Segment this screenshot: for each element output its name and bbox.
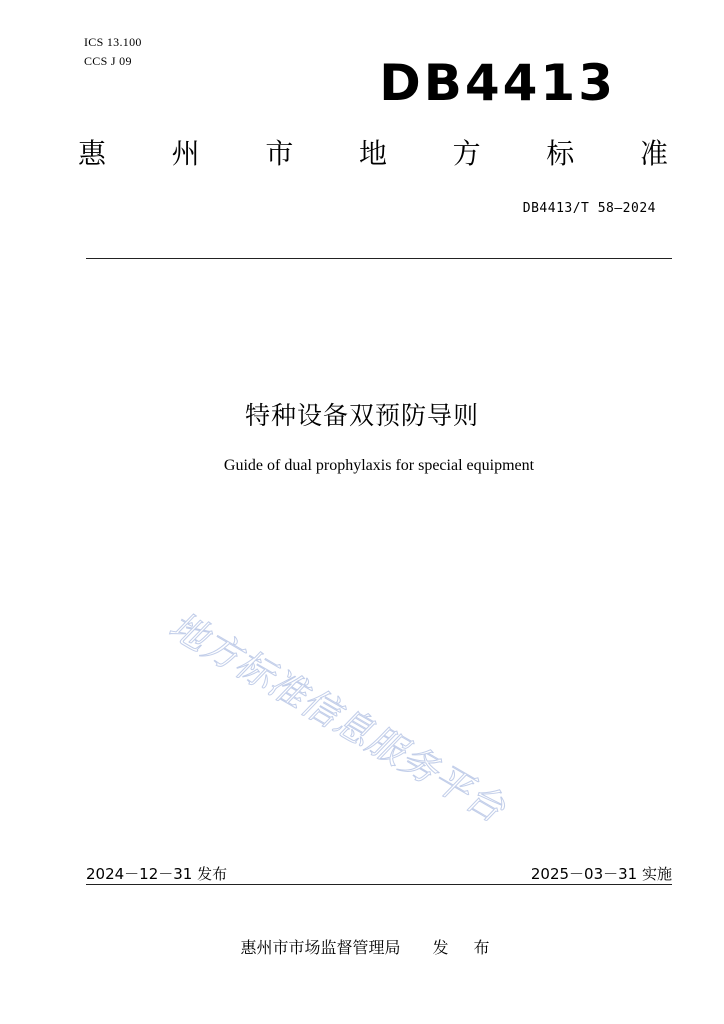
issuer-title-char: 标 [546,137,575,170]
issuer-title-char: 准 [639,137,668,170]
document-title-english: Guide of dual prophylaxis for special equipment [223,457,535,474]
document-title-chinese: 特种设备双预防导则 [244,401,479,430]
publisher-verb: 发 布 [432,938,500,957]
issuer-title-char: 惠 [78,137,107,170]
issuer-title-char: 市 [265,137,294,170]
effective-date: 2025－03－31 实施 [530,865,672,883]
issuer-title [78,137,668,170]
publisher-name: 惠州市市场监督管理局 [240,938,401,957]
issuer-title-char: 地 [358,137,387,170]
publisher-line [0,935,724,958]
standard-number: DB4413/T 58—2024 [522,201,656,216]
top-divider [86,258,672,259]
standard-code-logo: DB4413 [379,54,616,112]
issuer-title-char: 州 [171,137,200,170]
watermark: 地方标准信息服务平台 [162,603,513,832]
ics-code: ICS 13.100 [84,35,142,49]
bottom-divider [86,884,672,885]
issuer-title-char: 方 [452,137,481,170]
ccs-code: CCS J 09 [84,54,132,68]
publish-date: 2024－12－31 发布 [86,865,228,883]
